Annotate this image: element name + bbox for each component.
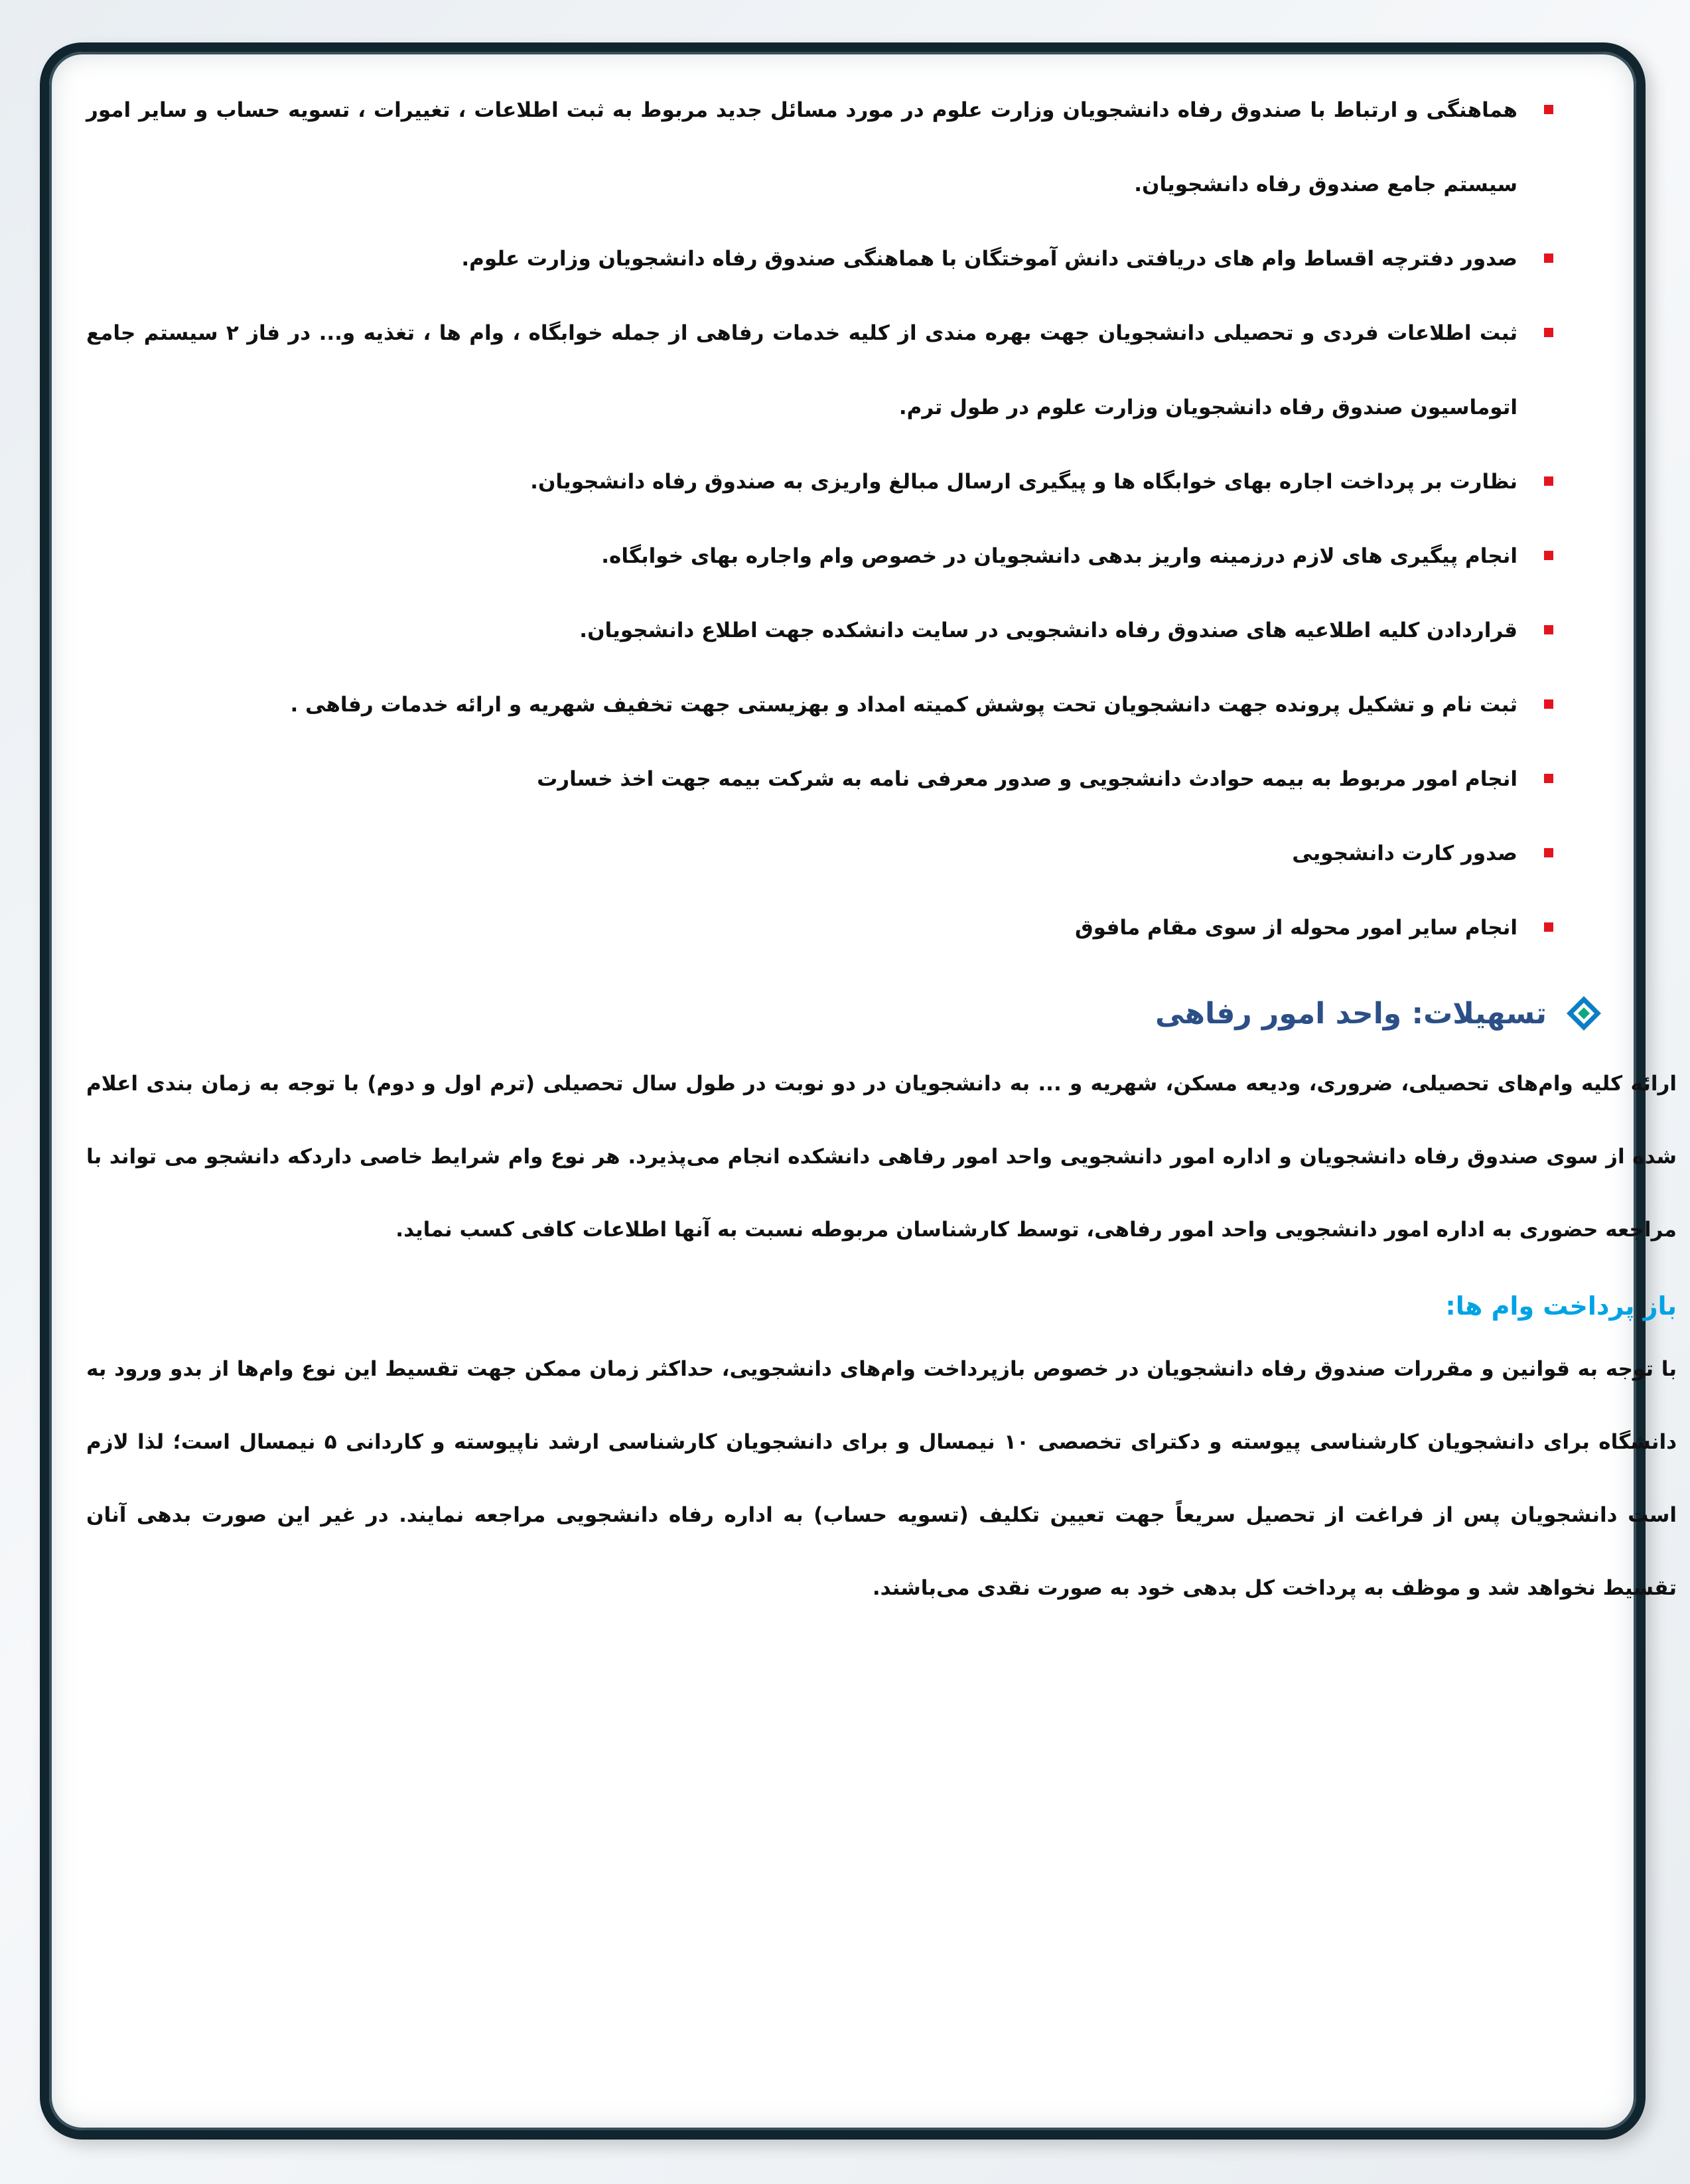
list-item-text: انجام امور مربوط به بیمه حوادث دانشجویی و صدور معرفی نامه به شرکت بیمه جهت اخذ خسارت	[537, 767, 1517, 791]
list-item-text: انجام سایر امور محوله از سوی مقام مافوق	[1074, 916, 1517, 940]
list-item	[86, 668, 1557, 742]
bullet-square-icon	[1544, 476, 1553, 486]
repayment-paragraph: با توجه به قوانین و مقررات صندوق رفاه دانشجویان در خصوص بازپرداخت وام‌های دانشجویی، حداکثر زمان ممکن جهت تقسیط این نوع وام‌ها از بدو ورود به دانشگاه برای دانشجویان کارشناسی پیوسته و دکترای تخصصی ۱۰ نیمسال و برای دانشجویان کارشناسی ارشد ناپیوسته و کاردانی ۵ نیمسال است؛ لذا لازم است دانشجویان پس از فراغت از تحصیل سریعاً جهت تعیین تکلیف (تسویه حساب) به اداره رفاه دانشجویی مراجعه نمایند. در غیر این صورت بدهی آنان تقسیط نخواهد شد و موظف به پرداخت کل بدهی خود به صورت نقدی می‌باشند.	[86, 1357, 1677, 1600]
bullet-square-icon	[1544, 551, 1553, 560]
diamond-icon	[1564, 993, 1604, 1033]
facilities-paragraph: ارائه کلیه وام‌های تحصیلی، ضروری، ودیعه مسکن، شهریه و ... به دانشجویان در دو نوبت در طول سال تحصیلی (ترم اول و دوم) با توجه به زمان بندی اعلام شده از سوی صندوق رفاه دانشجویان و اداره امور دانشجویی واحد امور رفاهی دانشکده انجام می‌پذیرد. هر نوع وام شرایط خاصی داردکه دانشجو می تواند با مراجعه حضوری به اداره امور دانشجویی واحد امور رفاهی، توسط کارشناسان مربوطه نسبت به آنها اطلاعات کافی کسب نماید.	[86, 1072, 1677, 1242]
list-item	[86, 519, 1557, 593]
bullet-square-icon	[1544, 699, 1553, 709]
section-heading	[86, 983, 1557, 1043]
repayment-heading: باز پرداخت وام ها:	[1445, 1291, 1677, 1321]
list-item-text: نظارت بر پرداخت اجاره بهای خوابگاه ها و پیگیری ارسال مبالغ واریزی به صندوق رفاه دانشجویان.	[530, 470, 1517, 494]
section-title: تسهیلات: واحد امور رفاهی	[1155, 996, 1547, 1031]
list-item	[86, 73, 1557, 222]
bullet-square-icon	[1544, 848, 1553, 857]
bullet-square-icon	[1544, 105, 1553, 114]
list-item	[86, 742, 1557, 816]
bullet-square-icon	[1544, 922, 1553, 932]
list-item-text: صدور دفترچه اقساط وام های دریافتی دانش آموختگان با هماهنگی صندوق رفاه دانشجویان وزارت علوم.	[461, 247, 1517, 271]
duties-list	[86, 73, 1557, 965]
list-item	[86, 222, 1557, 296]
bullet-square-icon	[1544, 625, 1553, 634]
list-item	[86, 891, 1557, 965]
bullet-square-icon	[1544, 328, 1553, 337]
list-item	[86, 445, 1557, 519]
list-item-text: صدور کارت دانشجویی	[1292, 841, 1517, 865]
list-item	[86, 593, 1557, 668]
list-item-text: ثبت اطلاعات فردی و تحصیلی دانشجویان جهت بهره مندی از کلیه خدمات رفاهی از جمله خوابگاه ، وام ها ، تغذیه و... در فاز ۲ سیستم جامع اتوماسیون صندوق رفاه دانشجویان وزارت علوم در طول ترم.	[86, 321, 1517, 419]
list-item-text: انجام پیگیری های لازم درزمینه واریز بدهی دانشجویان در خصوص وام واجاره بهای خوابگاه.	[601, 544, 1517, 568]
bullet-square-icon	[1544, 774, 1553, 783]
bullet-square-icon	[1544, 254, 1553, 263]
list-item	[86, 296, 1557, 445]
list-item	[86, 816, 1557, 891]
list-item-text: قراردادن کلیه اطلاعیه های صندوق رفاه دانشجویی در سایت دانشکده جهت اطلاع دانشجویان.	[579, 619, 1517, 642]
section-body	[86, 1047, 1677, 1625]
document-content	[86, 73, 1677, 1625]
list-item-text: هماهنگی و ارتباط با صندوق رفاه دانشجویان وزارت علوم در مورد مسائل جدید مربوط به ثبت اطلاعات ، تغییرات ، تسویه حساب و سایر امور سیستم جامع صندوق رفاه دانشجویان.	[86, 98, 1517, 196]
list-item-text: ثبت نام و تشکیل پرونده جهت دانشجویان تحت پوشش کمیته امداد و بهزیستی جهت تخفیف شهریه و ارائه خدمات رفاهی .	[290, 693, 1517, 717]
